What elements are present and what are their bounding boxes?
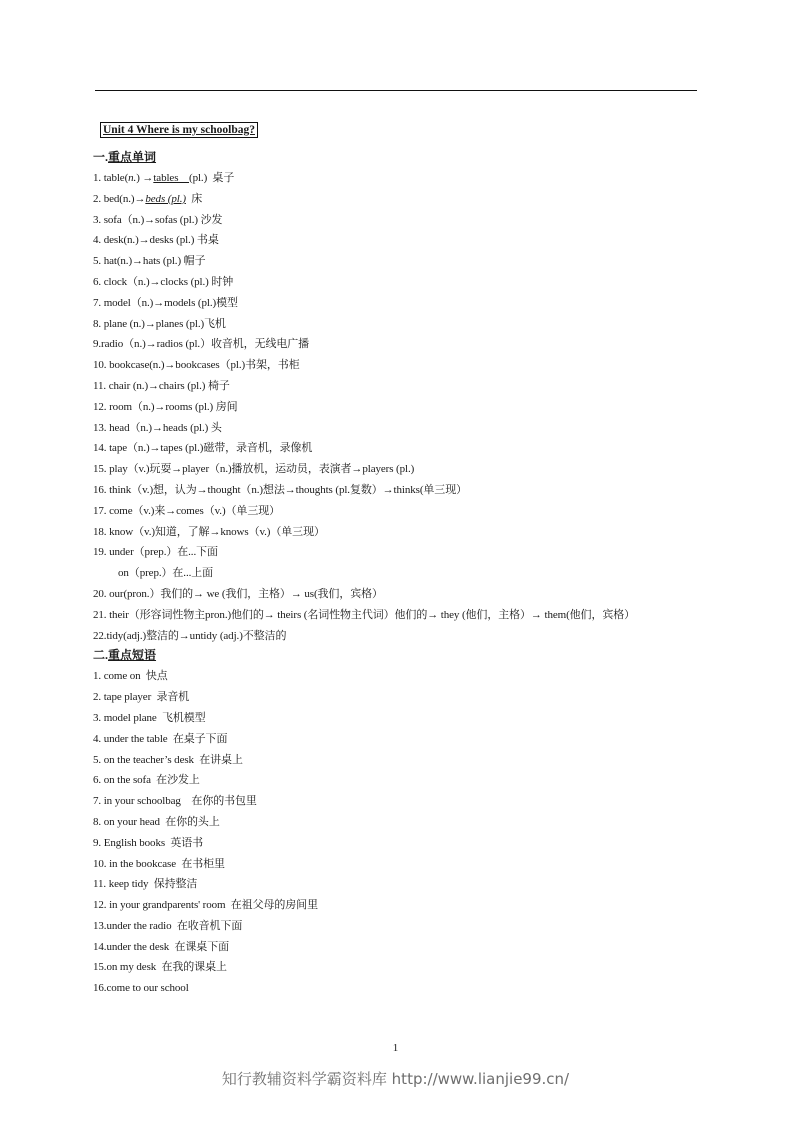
section-heading-key-words <box>93 150 713 168</box>
phrase-item: 12. in your grandparents' room 在祖父母的房间里 <box>93 899 318 912</box>
document-body <box>93 120 713 999</box>
vocab-item: 18. know（v.)知道，了解→knows（v.)（单三现） <box>93 525 325 538</box>
vocab-item: 4. desk(n.)→desks (pl.) 书桌 <box>93 234 219 247</box>
vocab-text: (pl.) 桌子 <box>189 172 235 184</box>
phrase-item: 1. come on 快点 <box>93 670 168 683</box>
phrase-item: 9. English books 英语书 <box>93 836 204 849</box>
vocab-item: 22.tidy(adj.)整洁的→untidy (adj.)不整洁的 <box>93 629 287 642</box>
vocab-item: 21. their（形容词性物主pron.)他们的→ theirs (名词性物主代词）他们的→ they (他们，主格）→ them(他们，宾格） <box>93 608 636 621</box>
phrase-item: 10. in the bookcase 在书柜里 <box>93 857 225 870</box>
vocab-item: 8. plane (n.)→planes (pl.)飞机 <box>93 317 226 330</box>
section-title: 重点单词 <box>108 150 157 164</box>
vocab-item: 16. think（v.)想，认为→thought（n.)想法→thoughts (pl.复数）→thinks(单三现） <box>93 483 468 496</box>
vocab-item: 10. bookcase(n.)→bookcases（pl.)书架，书柜 <box>93 359 300 372</box>
vocab-item: 17. come（v.)来→comes（v.)（单三现） <box>93 504 281 517</box>
vocab-text: 1. table( <box>93 172 129 184</box>
phrase-item: 8. on your head 在你的头上 <box>93 815 220 828</box>
vocab-item: on（prep.）在...上面 <box>118 567 214 580</box>
vocab-pos: n. <box>128 172 137 184</box>
phrase-item: 5. on the teacher’s desk 在讲桌上 <box>93 753 243 766</box>
vocab-item: 7. model（n.)→models (pl.)模型 <box>93 296 238 309</box>
section-title: 重点短语 <box>108 648 157 663</box>
vocab-item: 3. sofa（n.)→sofas (pl.) 沙发 <box>93 213 223 226</box>
vocab-text: 床 <box>185 192 203 205</box>
phrase-item: 16.come to our school <box>93 982 189 995</box>
phrase-item: 15.on my desk 在我的课桌上 <box>93 961 227 974</box>
header-rule <box>95 90 697 91</box>
vocab-item: 5. hat(n.)→hats (pl.) 帽子 <box>93 255 206 268</box>
vocab-item: 19. under（prep.）在...下面 <box>93 546 218 559</box>
vocab-item: 9.radio（n.)→radios (pl.）收音机，无线电广播 <box>93 338 310 351</box>
vocab-answer: tables <box>153 172 189 184</box>
vocab-item <box>93 189 713 210</box>
unit-title: Unit 4 Where is my schoolbag? <box>100 122 258 138</box>
page-number: 1 <box>392 1042 399 1054</box>
phrase-item: 2. tape player 录音机 <box>93 691 190 704</box>
vocab-item <box>93 168 713 189</box>
phrase-item: 13.under the radio 在收音机下面 <box>93 919 243 932</box>
phrase-item: 6. on the sofa 在沙发上 <box>93 774 200 787</box>
vocab-text: ) → <box>136 172 154 184</box>
phrase-item: 14.under the desk 在课桌下面 <box>93 940 229 953</box>
vocab-item: 11. chair (n.)→chairs (pl.) 椅子 <box>93 379 230 392</box>
vocab-item: 15. play（v.)玩耍→player（n.)播放机，运动员，表演者→players (pl.) <box>93 463 415 476</box>
phrase-item: 7. in your schoolbag 在你的书包里 <box>93 795 257 808</box>
phrase-item: 3. model plane 飞机模型 <box>93 711 206 724</box>
section-number: 一. <box>93 150 109 164</box>
vocab-item: 14. tape（n.)→tapes (pl.)磁带，录音机，录像机 <box>93 442 313 455</box>
vocab-item: 13. head（n.)→heads (pl.) 头 <box>93 421 222 434</box>
vocab-item: 6. clock（n.)→clocks (pl.) 时钟 <box>93 275 234 288</box>
phrase-item: 11. keep tidy 保持整洁 <box>93 878 198 891</box>
vocab-answer: beds (pl.) <box>145 192 186 205</box>
vocab-item: 12. room（n.)→rooms (pl.) 房间 <box>93 400 238 413</box>
phrase-item: 4. under the table 在桌子下面 <box>93 732 228 745</box>
section-heading-key-phrases <box>93 648 713 666</box>
watermark-footer: 知行教辅资料学霸资料库 http://www.lianjie99.cn/ <box>221 1070 570 1088</box>
section-number: 二. <box>93 648 109 663</box>
vocab-text: 2. bed(n.)→ <box>93 192 146 205</box>
vocab-item: 20. our(pron.）我们的→ we (我们，主格）→ us(我们，宾格） <box>93 587 383 600</box>
